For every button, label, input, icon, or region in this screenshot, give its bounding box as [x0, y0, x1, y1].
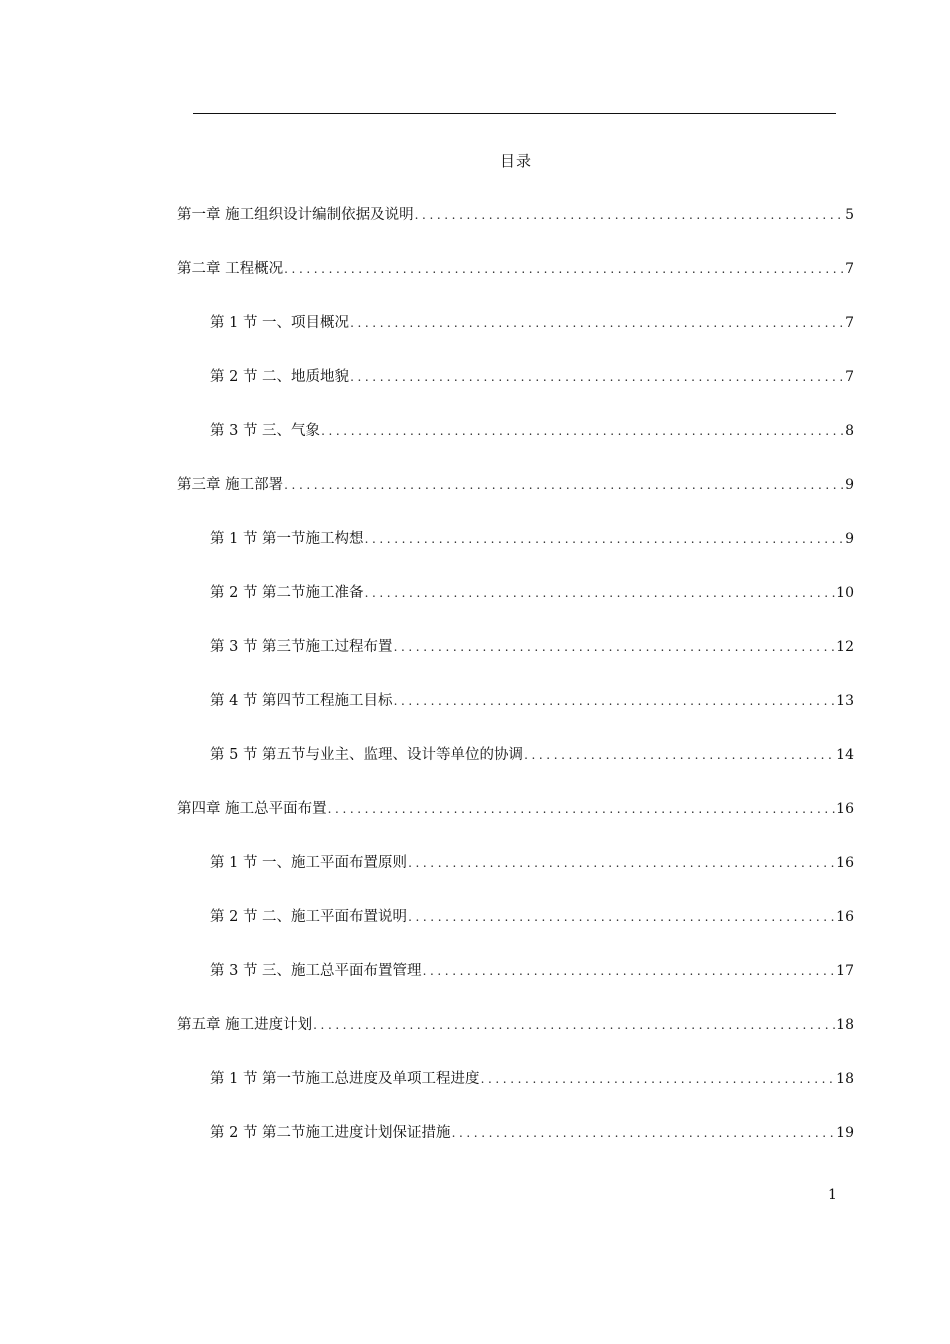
toc-entry-section[interactable] [210, 1068, 854, 1090]
toc-entry-label: 第 4 节 第四节工程施工目标 [210, 693, 393, 709]
toc-page-number: 18 [836, 1071, 854, 1087]
header-rule [193, 113, 836, 114]
toc-page-number: 16 [836, 801, 854, 817]
toc-entry-section[interactable] [210, 906, 854, 928]
dot-leader [423, 962, 836, 980]
toc-entry-section[interactable] [210, 960, 854, 982]
toc-title: 目录 [499, 152, 532, 170]
toc-entry-section[interactable] [210, 690, 854, 712]
dot-leader [481, 1070, 836, 1088]
toc-page-number: 12 [836, 639, 854, 655]
toc-page-number: 19 [836, 1125, 854, 1141]
toc-entry-label: 第 1 节 一、项目概况 [210, 315, 350, 331]
toc-page-number: 16 [836, 909, 854, 925]
page-number-footer: 1 [828, 1187, 837, 1203]
toc-entry-label: 第 2 节 第二节施工准备 [210, 585, 364, 601]
toc-entry-label: 第四章 施工总平面布置 [177, 801, 327, 817]
toc-entry-section[interactable] [210, 1122, 854, 1144]
toc-entry-label: 第 1 节 第一节施工构想 [210, 531, 364, 547]
dot-leader [415, 206, 844, 224]
dot-leader [365, 584, 836, 602]
toc-page-number: 13 [836, 693, 854, 709]
dot-leader [524, 746, 835, 764]
toc-entry-label: 第 1 节 一、施工平面布置原则 [210, 855, 408, 871]
toc-entry-label: 第一章 施工组织设计编制依据及说明 [177, 207, 414, 223]
toc-page-number: 14 [836, 747, 854, 763]
toc-entry-chapter-3[interactable] [177, 474, 854, 496]
dot-leader [452, 1124, 836, 1142]
dot-leader [321, 422, 844, 440]
dot-leader [284, 476, 844, 494]
dot-leader [365, 530, 845, 548]
toc-entry-section[interactable] [210, 528, 854, 550]
toc-entry-section[interactable] [210, 636, 854, 658]
toc-page-number: 16 [836, 855, 854, 871]
dot-leader [394, 692, 836, 710]
dot-leader [394, 638, 836, 656]
toc-page-number: 17 [836, 963, 854, 979]
dot-leader [350, 368, 844, 386]
toc-page-number: 9 [845, 531, 854, 547]
toc-entry-label: 第 3 节 第三节施工过程布置 [210, 639, 393, 655]
toc-entry-label: 第 2 节 二、施工平面布置说明 [210, 909, 408, 925]
toc-page-number: 9 [845, 477, 854, 493]
toc-entry-label: 第二章 工程概况 [177, 261, 284, 277]
toc-entry-label: 第 3 节 三、施工总平面布置管理 [210, 963, 422, 979]
toc-entry-chapter-1[interactable] [177, 204, 854, 226]
toc-entry-label: 第 2 节 第二节施工进度计划保证措施 [210, 1125, 451, 1141]
dot-leader [408, 908, 835, 926]
toc-entry-label: 第 1 节 第一节施工总进度及单项工程进度 [210, 1071, 480, 1087]
toc-entry-chapter-5[interactable] [177, 1014, 854, 1036]
toc-page-number: 18 [836, 1017, 854, 1033]
toc-entry-section[interactable] [210, 366, 854, 388]
toc-page-number: 5 [845, 207, 854, 223]
toc-entry-chapter-4[interactable] [177, 798, 854, 820]
toc-entry-section[interactable] [210, 852, 854, 874]
dot-leader [350, 314, 844, 332]
toc-entry-section[interactable] [210, 744, 854, 766]
toc-entry-section[interactable] [210, 312, 854, 334]
toc-entry-label: 第 3 节 三、气象 [210, 423, 321, 439]
toc-entry-label: 第 2 节 二、地质地貌 [210, 369, 350, 385]
dot-leader [408, 854, 835, 872]
dot-leader [284, 260, 844, 278]
dot-leader [313, 1016, 835, 1034]
toc-page-number: 10 [836, 585, 854, 601]
toc-entry-section[interactable] [210, 582, 854, 604]
toc-entry-chapter-2[interactable] [177, 258, 854, 280]
dot-leader [328, 800, 836, 818]
toc-entry-label: 第三章 施工部署 [177, 477, 284, 493]
toc-page-number: 7 [845, 369, 854, 385]
toc-page-number: 7 [845, 261, 854, 277]
toc-entry-label: 第 5 节 第五节与业主、监理、设计等单位的协调 [210, 747, 524, 763]
toc-entry-label: 第五章 施工进度计划 [177, 1017, 313, 1033]
toc-page-number: 7 [845, 315, 854, 331]
toc-entry-section[interactable] [210, 420, 854, 442]
toc-page-number: 8 [845, 423, 854, 439]
